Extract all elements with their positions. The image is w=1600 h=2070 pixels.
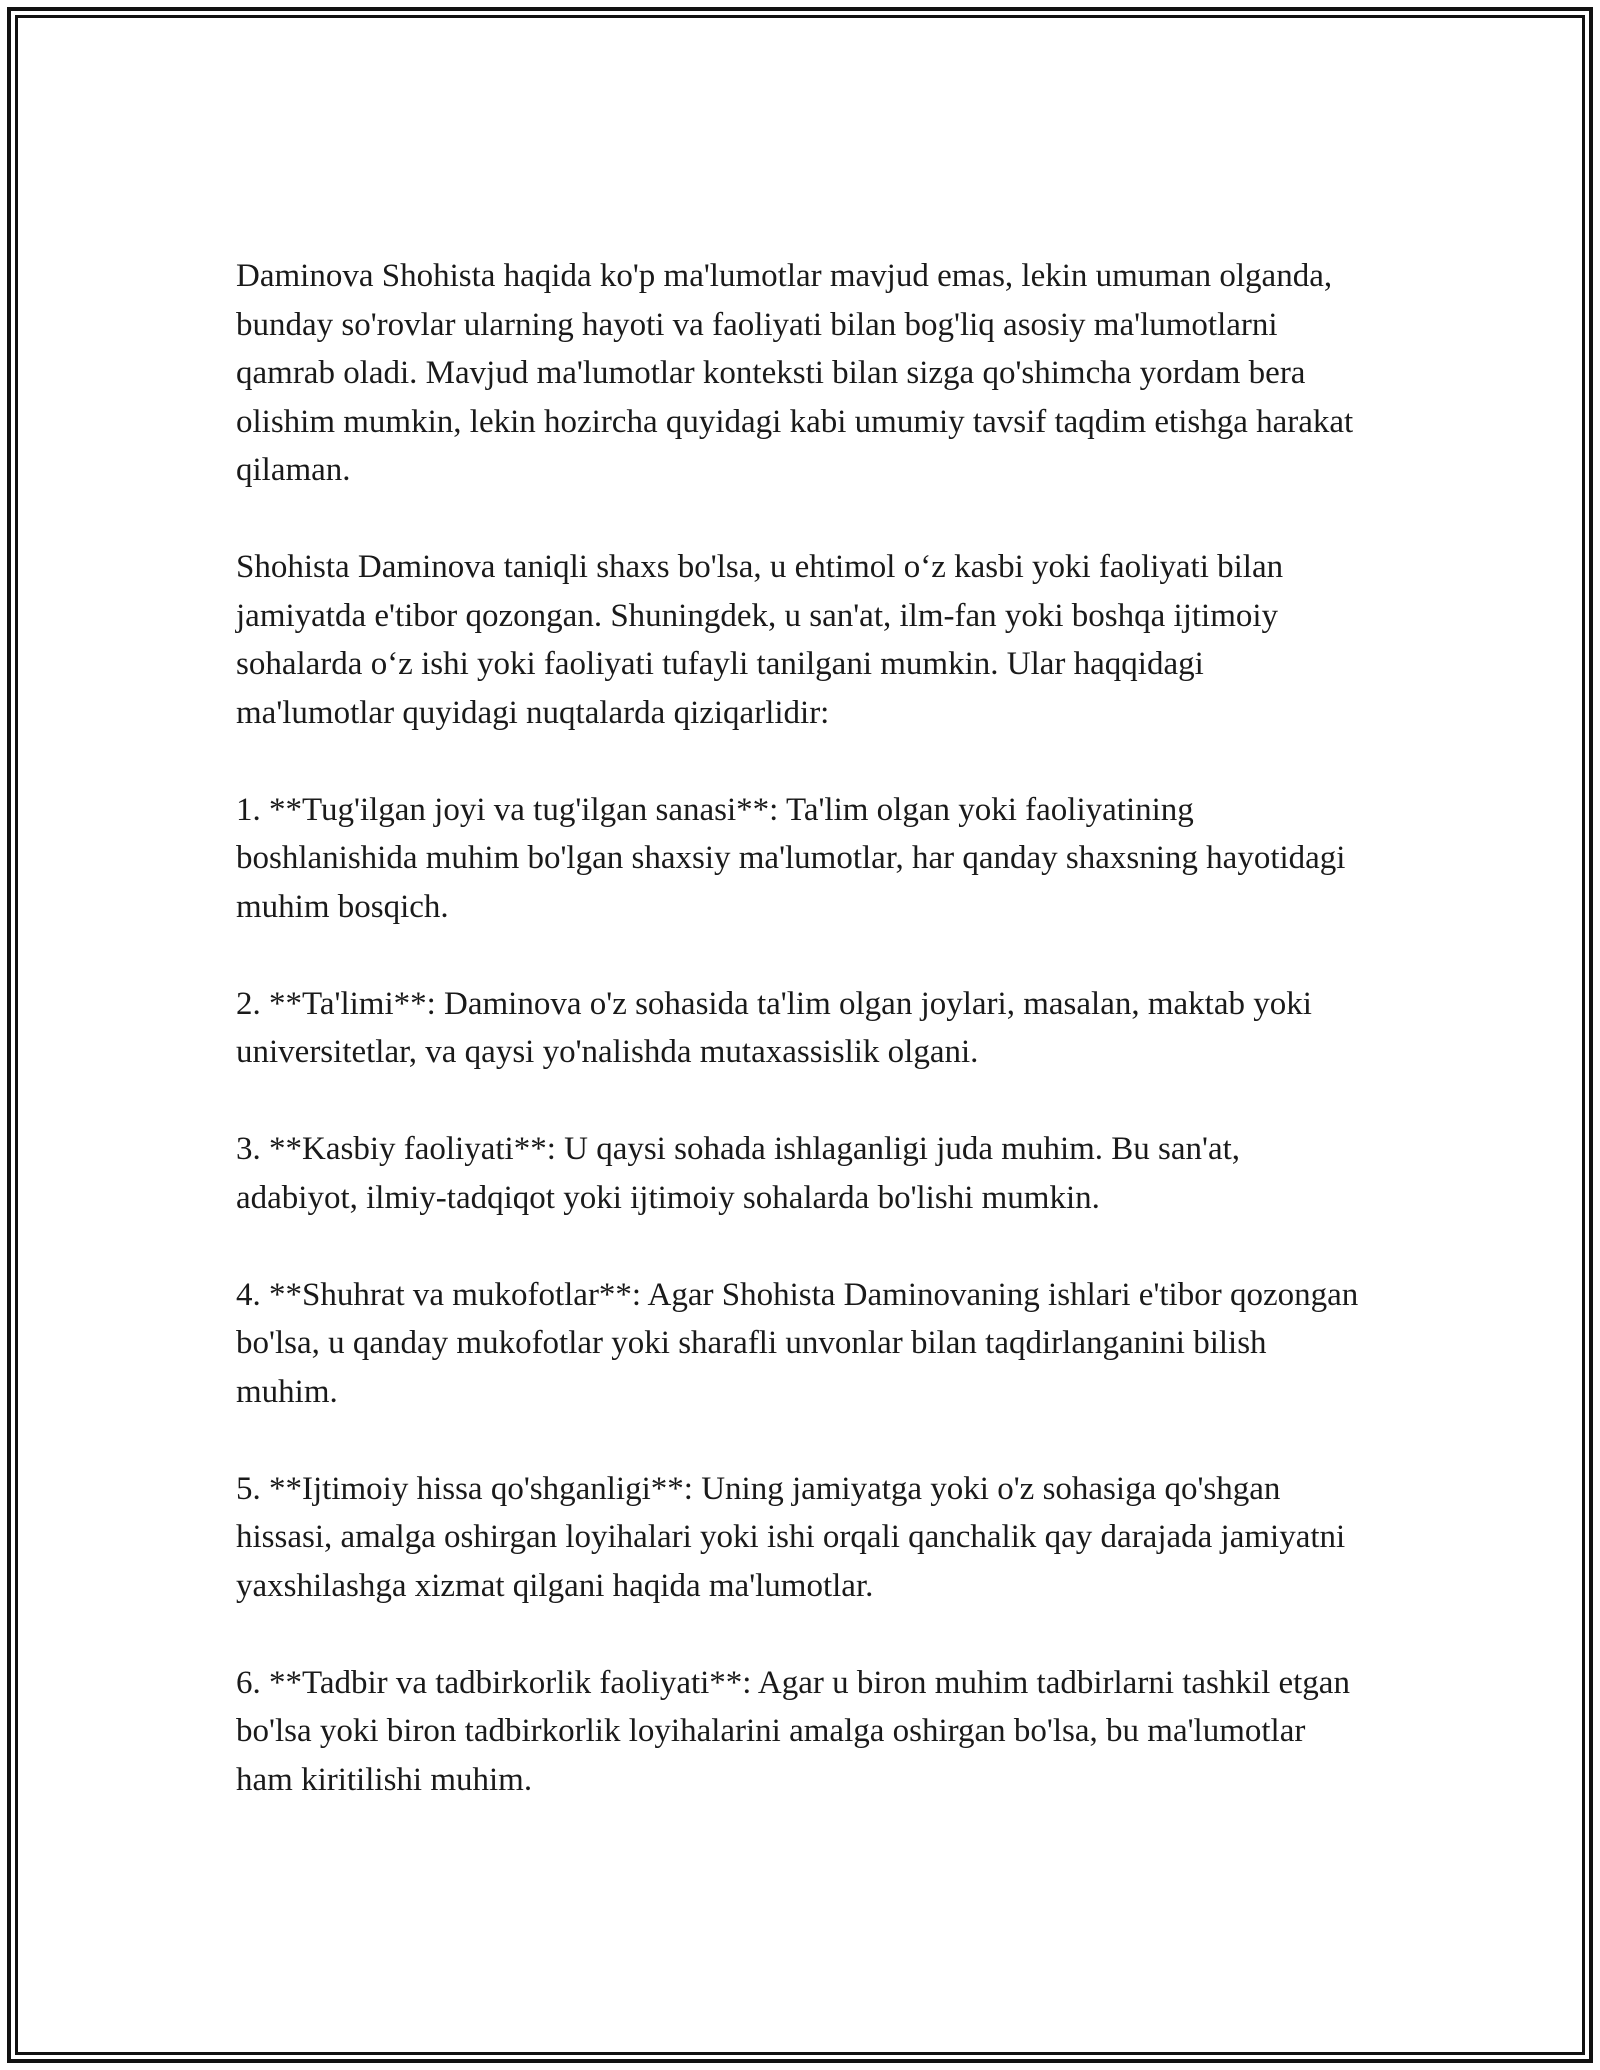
list-item-social-contribution: 5. **Ijtimoiy hissa qo'shganligi**: Uning jamiyatga yoki o'z sohasiga qo'shgan hissasi, amalga oshirgan loyihalari yoki ishi orqali qanchalik qay darajada jamiyatni yaxshilashga xizmat qilgani haqida ma'lumotlar. (236, 1470, 1354, 1604)
list-item-entrepreneurship: 6. **Tadbir va tadbirkorlik faoliyati**: Agar u biron muhim tadbirlarni tashkil etgan bo'lsa yoki biron tadbirkorlik loyihalarini amalga oshirgan bo'lsa, bu ma'lumotlar ham kiritilishi muhim. (236, 1664, 1359, 1798)
context-paragraph: Shohista Daminova taniqli shaxs bo'lsa, u ehtimol o‘z kasbi yoki faoliyati bilan jamiyatda e'tibor qozongan. Shuningdek, u san'at, ilm-fan yoki boshqa ijtimoiy sohalarda o‘z ishi yoki faoliyati tufayli tanilgani mumkin. Ular haqqidagi ma'lumotlar quyidagi nuqtalarda qiziqarlidir: (236, 549, 1292, 731)
intro-paragraph: Daminova Shohista haqida ko'p ma'lumotlar mavjud emas, lekin umuman olganda, bunday so'rovlar ularning hayoti va faoliyati bilan bog'liq asosiy ma'lumotlarni qamrab oladi. Mavjud ma'lumotlar konteksti bilan sizga qo'shimcha yordam bera olishim mumkin, lekin hozircha quyidagi kabi umumiy tavsif taqdim etishga harakat qilaman. (236, 258, 1362, 488)
document-body (236, 252, 1366, 1853)
list-item-birthplace: 1. **Tug'ilgan joyi va tug'ilgan sanasi**: Ta'lim olgan yoki faoliyatining boshlanishida muhim bo'lgan shaxsiy ma'lumotlar, har qanday shaxsning hayotidagi muhim bosqich. (236, 791, 1354, 925)
list-item-education: 2. **Ta'limi**: Daminova o'z sohasida ta'lim olgan joylari, masalan, maktab yoki universitetlar, va qaysi yo'nalishda mutaxassislik olgani. (236, 985, 1321, 1070)
list-item-awards: 4. **Shuhrat va mukofotlar**: Agar Shohista Daminovaning ishlari e'tibor qozongan bo'lsa, u qanday mukofotlar yoki sharafli unvonlar bilan taqdirlanganini bilish muhim. (236, 1276, 1367, 1410)
list-item-career: 3. **Kasbiy faoliyati**: U qaysi sohada ishlaganligi juda muhim. Bu san'at, adabiyot, ilmiy-tadqiqot yoki ijtimoiy sohalarda bo'lishi mumkin. (236, 1131, 1249, 1216)
